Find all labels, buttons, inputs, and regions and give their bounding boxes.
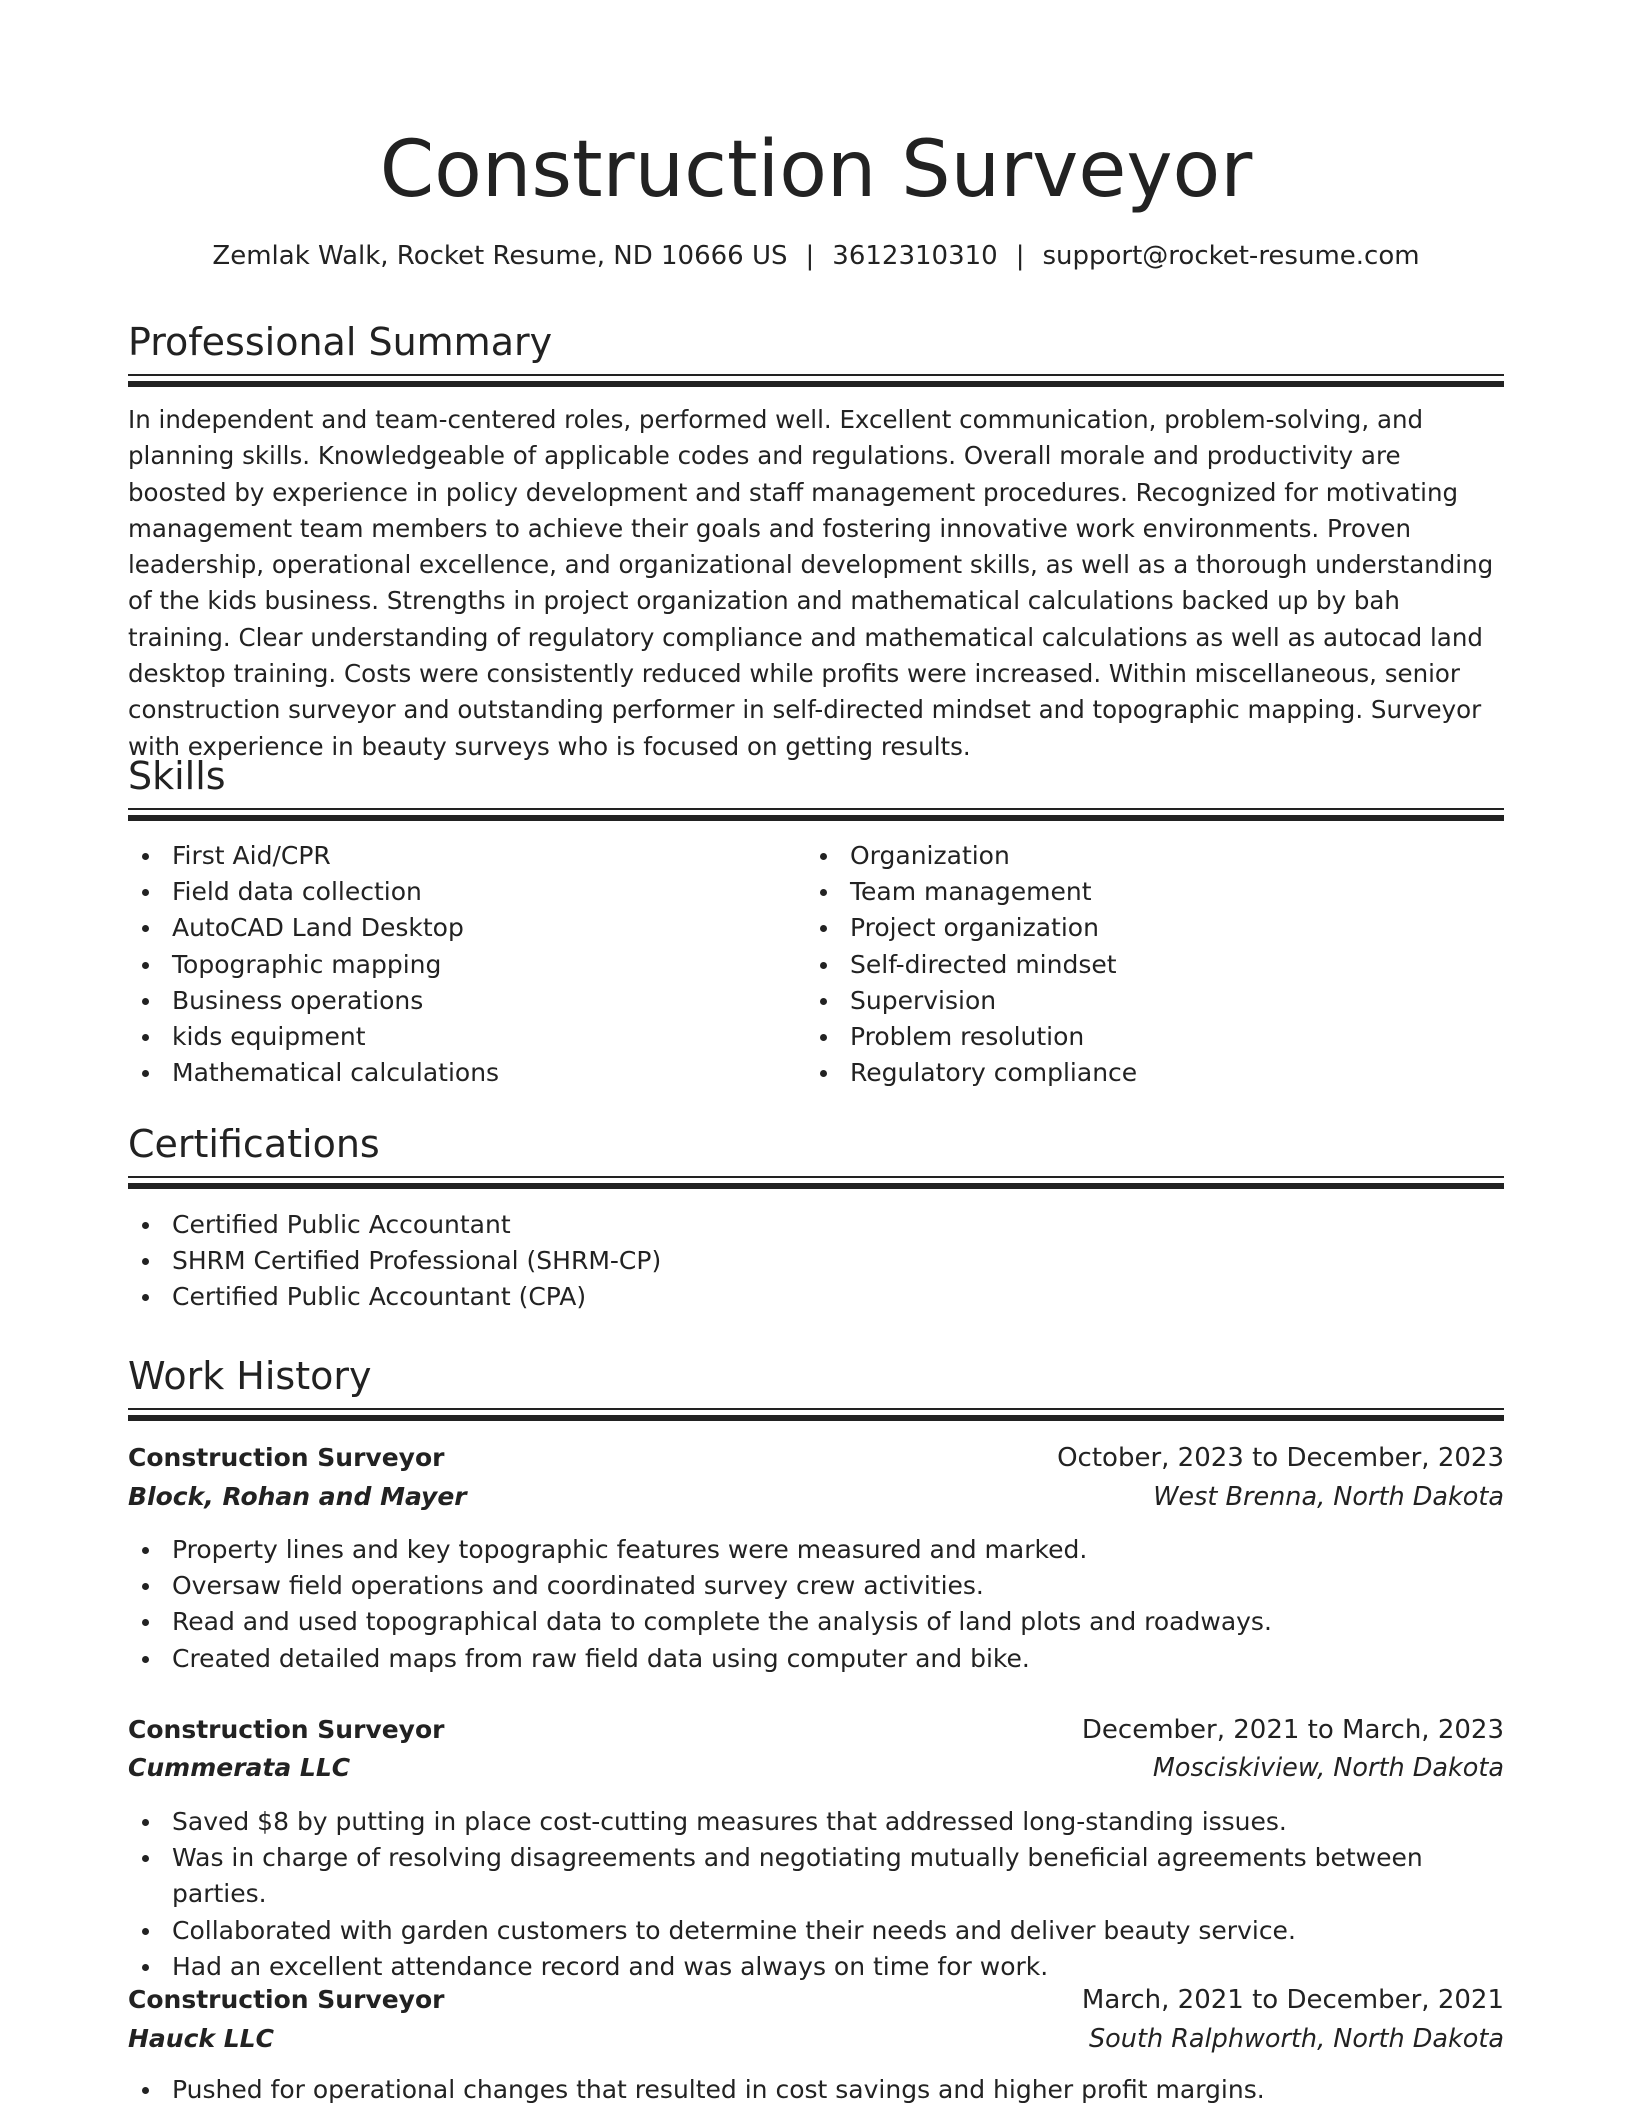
skill-item: Project organization (806, 910, 1504, 946)
skill-item: kids equipment (128, 1019, 800, 1055)
certifications-list (128, 1207, 1504, 1316)
skill-item: Mathematical calculations (128, 1055, 800, 1091)
job-bullet: Pushed for operational changes that resulted in cost savings and higher profit margins. (128, 2072, 1504, 2108)
contact-separator: | (805, 241, 815, 271)
job-bullet: Collaborated with garden customers to determine their needs and deliver beauty service. (128, 1913, 1504, 1949)
job-location: South Ralphworth, North Dakota (1089, 2024, 1504, 2054)
job-bullet: Was in charge of resolving disagreements and negotiating mutually beneficial agreements between parties. (128, 1840, 1504, 1912)
skills-list-right (806, 838, 1504, 1091)
contact-phone: 3612310310 (832, 241, 998, 271)
skill-item: Supervision (806, 983, 1504, 1019)
job-bullets (128, 1804, 1504, 1985)
job-bullet: Read and used topographical data to complete the analysis of land plots and roadways. (128, 1604, 1504, 1640)
job-header (128, 1710, 1504, 1750)
job-header (128, 1438, 1504, 1478)
certification-item: Certified Public Accountant (128, 1207, 1504, 1243)
certification-item: Certified Public Accountant (CPA) (128, 1279, 1504, 1315)
job-bullets (128, 1532, 1504, 1677)
section-divider (128, 1408, 1504, 1422)
job-bullets (128, 2072, 1504, 2108)
summary-heading: Professional Summary (128, 320, 553, 364)
job-location: Mosciskiview, North Dakota (1152, 1753, 1504, 1783)
skill-item: Business operations (128, 983, 800, 1019)
skill-item: Field data collection (128, 874, 800, 910)
job-dates: December, 2021 to March, 2023 (1081, 1715, 1504, 1745)
job-bullet: Created detailed maps from raw field data using computer and bike. (128, 1641, 1504, 1677)
summary-text: In independent and team-centered roles, performed well. Excellent communication, problem-solving, and planning skills. Knowledgeable of applicable codes and regulations. Overall morale and productivity are boosted by experience in policy development and staff management procedures. Recognized for motivating management team members to achieve their goals and fostering innovative work environments. Proven leadership, operational excellence, and organizational development skills, as well as a thorough understanding of the kids business. Strengths in project organization and mathematical calculations backed up by bah training. Clear understanding of regulatory compliance and mathematical calculations as well as autocad land desktop training. Costs were consistently reduced while profits were increased. Within miscellaneous, senior construction surveyor and outstanding performer in self-directed mindset and topographic mapping. Surveyor with experience in beauty surveys who is focused on getting results. (128, 405, 1494, 761)
job-header (128, 1980, 1504, 2020)
section-divider (128, 808, 1504, 822)
job-bullet: Oversaw field operations and coordinated survey crew activities. (128, 1568, 1504, 1604)
contact-address: Zemlak Walk, Rocket Resume, ND 10666 US (212, 241, 788, 271)
job-bullet: Had an excellent attendance record and was always on time for work. (128, 1949, 1504, 1985)
contact-line (128, 236, 1504, 276)
job-subheader (128, 1477, 1504, 1517)
resume-name: Construction Surveyor (379, 125, 1253, 215)
work-history-heading: Work History (128, 1354, 372, 1398)
job-dates: October, 2023 to December, 2023 (1057, 1443, 1504, 1473)
skill-item: Team management (806, 874, 1504, 910)
section-divider (128, 374, 1504, 388)
job-title: Construction Surveyor (128, 1985, 445, 2014)
job-company: Cummerata LLC (128, 1753, 351, 1782)
skill-item: AutoCAD Land Desktop (128, 910, 800, 946)
job-company: Hauck LLC (128, 2024, 274, 2053)
job-subheader (128, 2019, 1504, 2059)
contact-separator: | (1015, 241, 1025, 271)
section-divider (128, 1176, 1504, 1190)
job-company: Block, Rohan and Mayer (128, 1482, 467, 1511)
job-subheader (128, 1748, 1504, 1788)
certification-item: SHRM Certified Professional (SHRM-CP) (128, 1243, 1504, 1279)
contact-email: support@rocket-resume.com (1042, 241, 1420, 271)
skill-item: First Aid/CPR (128, 838, 800, 874)
skills-heading: Skills (128, 754, 226, 798)
skill-item: Problem resolution (806, 1019, 1504, 1055)
skill-item: Regulatory compliance (806, 1055, 1504, 1091)
skill-item: Organization (806, 838, 1504, 874)
skill-item: Topographic mapping (128, 947, 800, 983)
job-dates: March, 2021 to December, 2021 (1081, 1985, 1504, 2015)
job-title: Construction Surveyor (128, 1443, 445, 1472)
certifications-heading: Certifications (128, 1122, 380, 1166)
skill-item: Self-directed mindset (806, 947, 1504, 983)
job-bullet: Saved $8 by putting in place cost-cutting measures that addressed long-standing issues. (128, 1804, 1504, 1840)
skills-list-left (128, 838, 800, 1091)
job-bullet: Property lines and key topographic features were measured and marked. (128, 1532, 1504, 1568)
job-title: Construction Surveyor (128, 1715, 445, 1744)
job-location: West Brenna, North Dakota (1153, 1482, 1504, 1512)
